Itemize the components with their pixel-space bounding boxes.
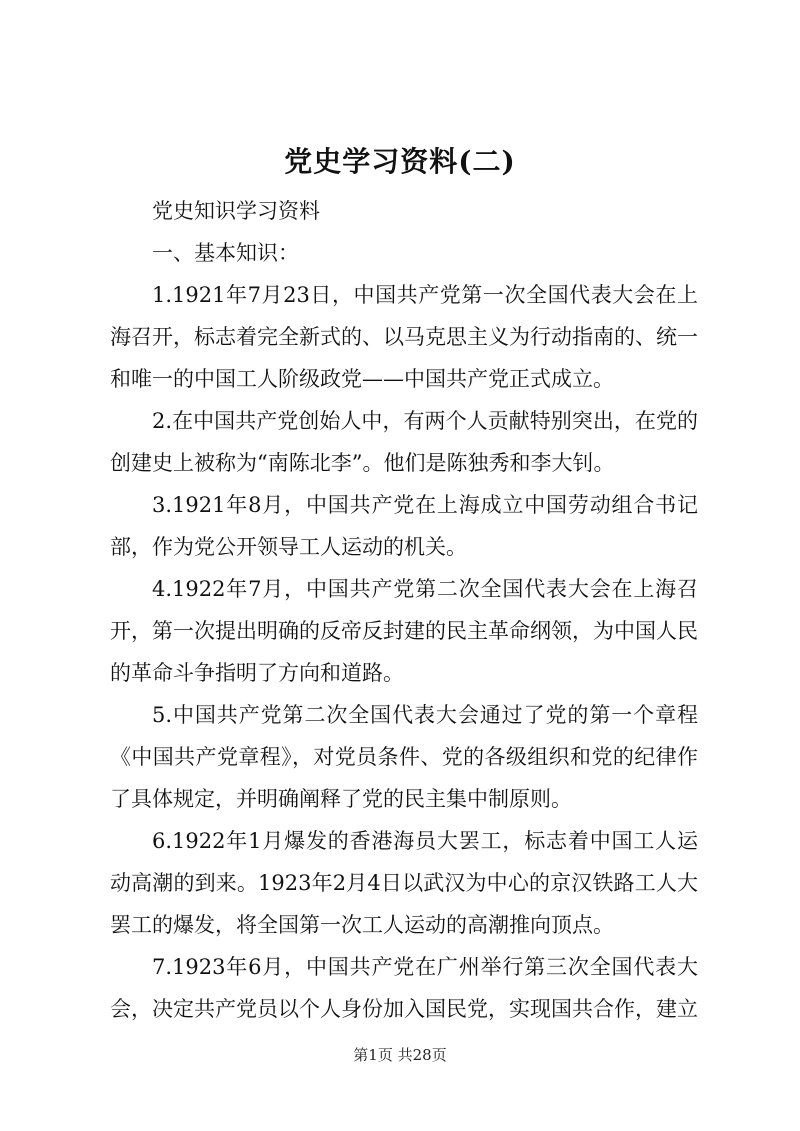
paragraph-item-1: 1.1921年7月23日，中国共产党第一次全国代表大会在上海召开，标志着完全新式的、以马克思主义为行动指南的、统一和唯一的中国工人阶级政党——中国共产党正式成立。 [110,283,698,391]
paragraph-subtitle: 党史知识学习资料 [152,199,320,223]
page-title: 党史学习资料(二) [284,145,516,178]
paragraph-item-3: 3.1921年8月，中国共产党在上海成立中国劳动组合书记部，作为党公开领导工人运动的机关。 [110,493,698,559]
paragraph-section-heading: 一、基本知识： [152,241,299,265]
paragraph-item-6: 6.1922年1月爆发的香港海员大罢工，标志着中国工人运动高潮的到来。1923年2月4日以武汉为中心的京汉铁路工人大罢工的爆发，将全国第一次工人运动的高潮推向顶点。 [110,829,698,937]
document-body [110,190,698,1030]
paragraph-item-2: 2.在中国共产党创始人中，有两个人贡献特别突出，在党的创建史上被称为“南陈北李”。他们是陈独秀和李大钊。 [110,409,698,475]
paragraph-item-7: 7.1923年6月，中国共产党在广州举行第三次全国代表大会，决定共产党员以个人身份加入国民党，实现国共合作，建立 [110,955,698,1021]
paragraph-item-4: 4.1922年7月，中国共产党第二次全国代表大会在上海召开，第一次提出明确的反帝反封建的民主革命纲领，为中国人民的革命斗争指明了方向和道路。 [110,577,698,685]
paragraph-item-5: 5.中国共产党第二次全国代表大会通过了党的第一个章程《中国共产党章程》，对党员条件、党的各级组织和党的纪律作了具体规定，并明确阐释了党的民主集中制原则。 [110,703,698,811]
page-number-footer: 第1页 共28页 [353,1046,447,1064]
